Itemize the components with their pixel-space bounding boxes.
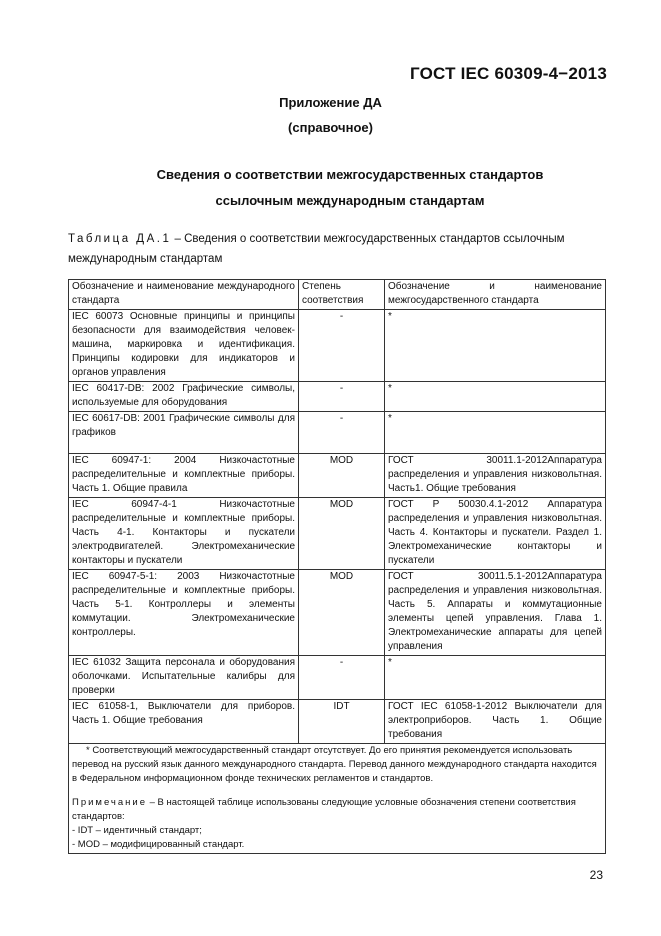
cell-international: IEC 60947-1: 2004 Низкочастотные распределительные и комплектные приборы. Часть 1. Общие правила [69, 454, 299, 498]
table-caption-text: – Сведения о соответствии межгосударственных стандартов ссылочным международным стандартам [68, 233, 565, 265]
table-row [69, 570, 606, 656]
table-footer [69, 744, 606, 854]
cell-international: IEC 61032 Защита персонала и оборудования оболочками. Испытательные калибры для проверки [69, 656, 299, 700]
cell-degree: - [299, 382, 385, 412]
cell-interstate: ГОСТ Р 50030.4.1-2012 Аппаратура распределения и управления низковольтная. Часть 4. Контакторы и пускатели. Раздел 1. Электромеханические контакторы и пускатели [385, 498, 606, 570]
document-code: ГОСТ IEC 60309-4−2013 [410, 64, 607, 83]
standards-table [68, 279, 606, 854]
note-item-mod: - MOD – модифицированный стандарт. [72, 839, 245, 850]
cell-interstate: ГОСТ 30011.1-2012Аппаратура распределения и управления низковольтная. Часть1. Общие требования [385, 454, 606, 498]
note [72, 796, 602, 824]
cell-interstate: ГОСТ IEC 61058-1-2012 Выключатели для электроприборов. Часть 1. Общие требования [385, 700, 606, 744]
cell-international: IEC 60947-4-1 Низкочастотные распределительные и комплектные приборы. Часть 4-1. Контакторы и пускатели электродвигателей. Электромеханические контакторы и пускатели [69, 498, 299, 570]
table-row [69, 382, 606, 412]
cell-degree: - [299, 412, 385, 454]
table-row [69, 454, 606, 498]
header-interstate-standard: Обозначение и наименование межгосударственного стандарта [385, 280, 606, 310]
table-caption [68, 229, 608, 269]
cell-degree: MOD [299, 454, 385, 498]
header-international-standard: Обозначение и наименование международного стандарта [69, 280, 299, 310]
cell-interstate: * [385, 412, 606, 454]
cell-interstate: * [385, 310, 606, 382]
cell-degree: - [299, 656, 385, 700]
cell-degree: IDT [299, 700, 385, 744]
cell-interstate: * [385, 382, 606, 412]
heading-line-2: ссылочным международным стандартам [215, 193, 485, 208]
table-row [69, 700, 606, 744]
table-header-row [69, 280, 606, 310]
note-prefix: Примечание [72, 797, 147, 808]
cell-degree: MOD [299, 570, 385, 656]
appendix-title: Приложение ДА [279, 95, 382, 110]
cell-international: IEC 60417-DB: 2002 Графические символы, используемые для оборудования [69, 382, 299, 412]
cell-interstate: * [385, 656, 606, 700]
table-caption-prefix: Таблица ДА.1 [68, 233, 172, 245]
cell-degree: MOD [299, 498, 385, 570]
cell-degree: - [299, 310, 385, 382]
table-row [69, 656, 606, 700]
cell-international: IEC 60947-5-1: 2003 Низкочастотные распределительные и комплектные приборы. Часть 5-1. Контроллеры и элементы коммутации. Электромеханические контроллеры. [69, 570, 299, 656]
table-footer-row [69, 744, 606, 854]
cell-international: IEC 60617-DB: 2001 Графические символы для графиков [69, 412, 299, 454]
cell-interstate: ГОСТ 30011.5.1-2012Аппаратура распределения и управления низковольтная. Часть 5. Аппараты и коммутационные элементы цепей управления. Глава 1. Электромеханические аппараты для цепей управления [385, 570, 606, 656]
table-row [69, 310, 606, 382]
header-degree: Степень соответствия [299, 280, 385, 310]
section-heading [90, 162, 610, 214]
cell-international: IEC 60073 Основные принципы и принципы безопасности для взаимодействия человек-машина, маркировка и идентификация. Принципы кодировки для индикаторов и органов управления [69, 310, 299, 382]
cell-international: IEC 61058-1, Выключатели для приборов. Часть 1. Общие требования [69, 700, 299, 744]
appendix-subtitle: (справочное) [288, 120, 373, 135]
page-number: 23 [589, 868, 603, 882]
heading-line-1: Сведения о соответствии межгосударственных стандартов [156, 167, 544, 182]
note-text: – В настоящей таблице использованы следующие условные обозначения степени соответствия стандартов: [72, 797, 576, 822]
footnote: * Соответствующий межгосударственный стандарт отсутствует. До его принятия рекомендуется использовать перевод на русский язык данного международного стандарта. Перевод данного международного стандарта находится в Федеральном информационном фонде технических регламентов и стандартов. [72, 745, 597, 784]
table-row [69, 412, 606, 454]
note-item-idt: - IDT – идентичный стандарт; [72, 825, 202, 836]
table-row [69, 498, 606, 570]
